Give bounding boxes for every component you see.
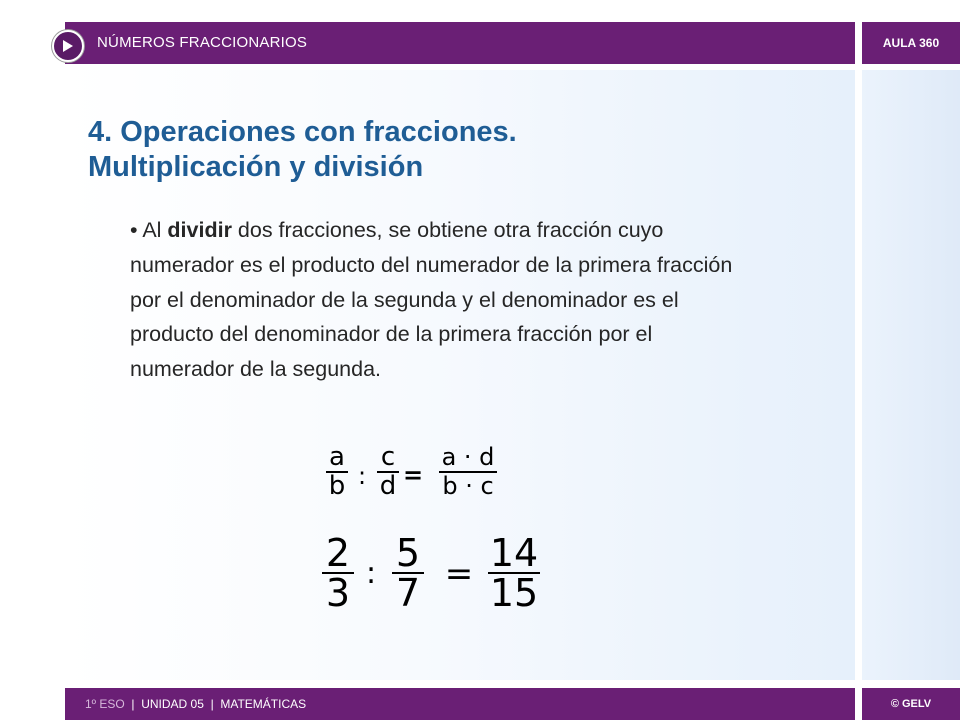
fraction-numerator: 14 xyxy=(489,531,539,575)
heading-line-1: 4. Operaciones con fracciones. xyxy=(88,116,517,148)
footer-separator: | xyxy=(210,697,214,711)
footer-bar xyxy=(65,688,855,720)
example-operator: : xyxy=(365,556,377,591)
footer-unit: UNIDAD 05 xyxy=(141,697,204,711)
fraction-denominator: 3 xyxy=(325,571,351,615)
slide-heading xyxy=(88,115,828,185)
fraction-numerator: 2 xyxy=(325,531,351,575)
footer-copyright: © GELV xyxy=(862,688,960,720)
play-icon xyxy=(62,39,74,53)
footer-breadcrumb xyxy=(85,697,306,711)
play-button[interactable] xyxy=(52,30,84,62)
fraction-numerator: a · d xyxy=(441,443,495,471)
formula-fraction-2 xyxy=(377,444,399,500)
fraction-denominator: 7 xyxy=(395,571,421,615)
formula-fraction-1 xyxy=(326,444,348,500)
bullet-bold-term: dividir xyxy=(167,218,232,242)
fraction-denominator: 15 xyxy=(489,571,539,615)
example-equals: = xyxy=(444,554,474,594)
fraction-numerator: 5 xyxy=(395,531,421,575)
example-result xyxy=(488,531,540,615)
formula-operator: : xyxy=(357,462,367,490)
fraction-numerator: a xyxy=(329,442,345,472)
example-fraction-2 xyxy=(392,531,424,615)
fraction-denominator: b · c xyxy=(442,472,494,500)
footer-subject: MATEMÁTICAS xyxy=(220,697,307,711)
bullet-intro: Al xyxy=(142,218,168,242)
fraction-denominator: b xyxy=(328,471,346,501)
fraction-numerator: c xyxy=(380,442,396,472)
formula-equals: = xyxy=(403,461,424,489)
formula-result xyxy=(439,444,497,500)
bullet-body: dos fracciones, se obtiene otra fracción cuyo numerador es el producto del numerador de la primera fracción por el denominador de la segunda y el denominador es el producto del denominador de la primera fracción por el numerador de la segunda. xyxy=(130,218,733,382)
bullet-paragraph xyxy=(130,213,750,387)
side-panel xyxy=(862,70,960,680)
header-title: NÚMEROS FRACCIONARIOS xyxy=(97,34,308,51)
brand-label: AULA 360 xyxy=(862,22,960,64)
fraction-denominator: d xyxy=(379,471,397,501)
footer-course: 1º ESO xyxy=(85,697,125,711)
bullet-marker: • xyxy=(130,218,138,242)
footer-separator: | xyxy=(131,697,135,711)
example-fraction-1 xyxy=(322,531,354,615)
heading-line-2: Multiplicación y división xyxy=(88,150,424,183)
